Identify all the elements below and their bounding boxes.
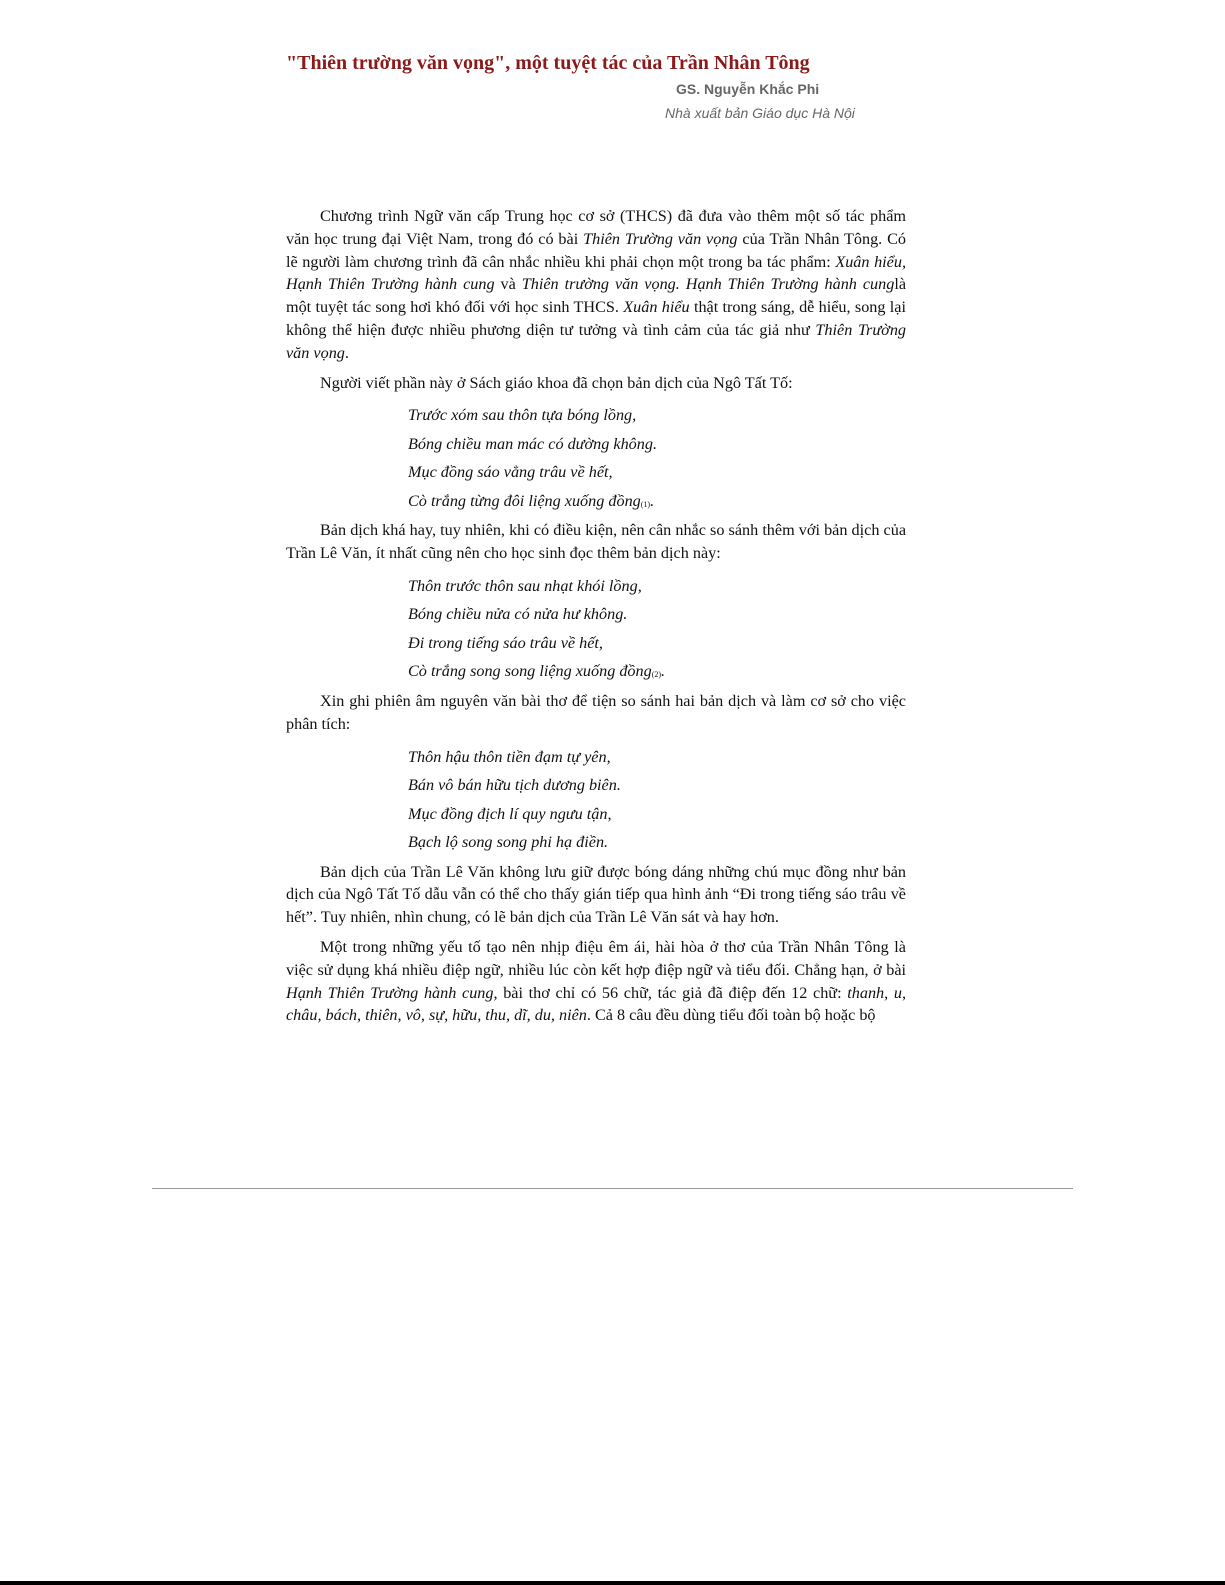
poem-line: Trước xóm sau thôn tựa bóng lồng, (408, 406, 637, 425)
article-body (286, 205, 906, 1034)
poem-line: Mục đồng địch lí quy ngưu tận, (408, 804, 612, 823)
publisher-name: Nhà xuất bản Giáo dục Hà Nội (665, 105, 855, 121)
poem-line (408, 657, 906, 686)
poem-original-phonetic (408, 743, 906, 857)
text-run-italic: Thiên trường văn vọng. Hạnh Thiên Trường hành cung (521, 275, 895, 294)
footnote-marker: (1) (640, 499, 651, 509)
text-run-italic: Thiên Trường văn vọng (583, 229, 738, 248)
poem-line: Thôn hậu thôn tiền đạm tự yên, (408, 747, 611, 766)
poem-translation-tran-le-van (408, 572, 906, 686)
paragraph-intro (286, 205, 906, 365)
text-run: Chương trình Ngữ văn cấp Trung học cơ sở (THCS) đã đưa vào thêm một số tác phẩm văn học trung đại Việt Nam, trong đó có bài (286, 207, 906, 248)
poem-line-end: . (650, 491, 655, 510)
text-run-italic: Hạnh Thiên Trường hành cung (286, 983, 494, 1002)
text-run: là một tuyệt tác song hơi khó đối với học sinh THCS. (286, 275, 907, 317)
poem-line: Bóng chiều nửa có nửa hư không. (408, 605, 628, 624)
text-run: . (344, 343, 349, 362)
page-bottom-edge (0, 1581, 1225, 1585)
footnote-marker: (2) (651, 670, 662, 680)
poem-line: Mục đồng sáo vẳng trâu về hết, (408, 463, 613, 482)
text-run: thật trong sáng, dễ hiểu, song lại không thể hiện được nhiều phương diện tư tưởng và tình cảm của tác giả như (286, 298, 906, 339)
poem-line: Đi trong tiếng sáo trâu về hết, (408, 633, 603, 652)
poem-line-text: Cò trắng từng đôi liệng xuống đồng (408, 491, 641, 510)
poem-line: Thôn trước thôn sau nhạt khói lồng, (408, 576, 642, 595)
text-run: của Trần Nhân Tông. Có lẽ người làm chương trình đã cân nhắc nhiều khi phải chọn một trong ba tác phẩm: (286, 229, 906, 271)
text-run-italic: thanh, u, châu, bách, thiên, vô, sự, hữu, thu, dĩ, du, niên (286, 983, 907, 1025)
paragraph-translation-2-intro: Bản dịch khá hay, tuy nhiên, khi có điều kiện, nên cân nhắc so sánh thêm với bản dịch của Trần Lê Văn, ít nhất cũng nên cho học sinh đọc thêm bản dịch này: (286, 521, 906, 563)
paragraph-comparison: Bản dịch của Trần Lê Văn không lưu giữ được bóng dáng những chú mục đồng như bản dịch của Ngô Tất Tố dẫu vẫn có thể cho thấy gián tiếp qua hình ảnh “Đi trong tiếng sáo trâu về hết”. Tuy nhiên, nhìn chung, có lẽ bản dịch của Trần Lê Văn sát và hay hơn. (286, 862, 906, 927)
poem-line: Bạch lộ song song phi hạ điền. (408, 833, 609, 852)
poem-line-text: Cò trắng song song liệng xuống đồng (408, 662, 652, 681)
text-run: , bài thơ chỉ có 56 chữ, tác giả đã điệp đến 12 chữ: (493, 983, 848, 1002)
text-run-italic: Xuân hiểu, Hạnh Thiên Trường hành cung (286, 252, 906, 294)
paragraph-translation-1-intro: Người viết phần này ở Sách giáo khoa đã chọn bản dịch của Ngô Tất Tố: (320, 373, 793, 392)
author-name: GS. Nguyễn Khắc Phi (676, 81, 820, 97)
text-run: Một trong những yếu tố tạo nên nhịp điệu êm ái, hài hòa ở thơ của Trần Nhân Tông là việc sử dụng khá nhiều điệp ngữ, nhiều lúc còn kết hợp điệp ngữ và tiểu đối. Chẳng hạn, ở bài (286, 937, 906, 979)
text-run-italic: Thiên Trường văn vọng (286, 320, 907, 362)
poem-line: Bán vô bán hữu tịch dương biên. (408, 776, 621, 795)
poem-line (408, 487, 906, 516)
poem-line-end: . (661, 662, 666, 681)
text-run: . Cả 8 câu đều dùng tiểu đối toàn bộ hoặc bộ (586, 1006, 876, 1025)
text-run: và (494, 275, 522, 294)
paragraph-analysis (286, 936, 906, 1027)
poem-line: Bóng chiều man mác có dường không. (408, 434, 657, 453)
article-title: "Thiên trường văn vọng", một tuyệt tác của Trần Nhân Tông (286, 52, 810, 74)
paragraph-original-intro: Xin ghi phiên âm nguyên văn bài thơ để tiện so sánh hai bản dịch và làm cơ sở cho việc phân tích: (286, 691, 906, 733)
page-divider (152, 1188, 1073, 1189)
text-run-italic: Xuân hiểu (623, 298, 690, 317)
poem-translation-ngo-tat-to (408, 401, 906, 515)
